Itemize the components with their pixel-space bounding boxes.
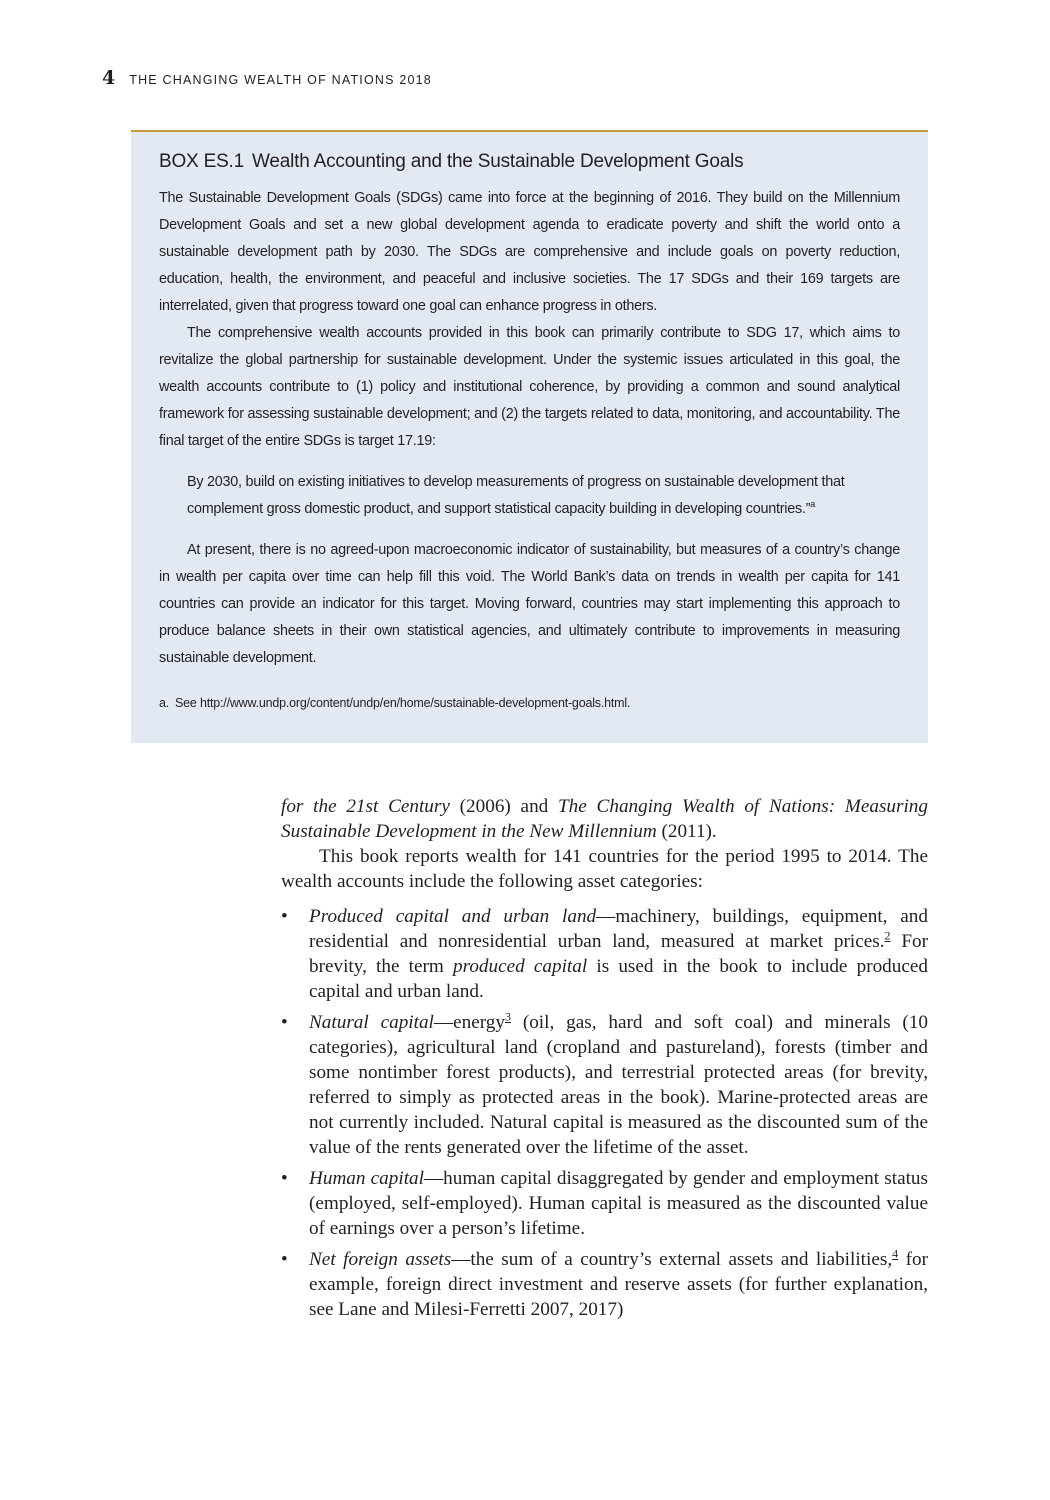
term: Net foreign assets	[309, 1249, 452, 1270]
note-see: See	[175, 696, 197, 710]
body-text: (2006) and	[449, 796, 559, 817]
book-title-1: for the 21st Century	[281, 796, 450, 817]
term: Natural capital	[309, 1012, 434, 1033]
main-text	[281, 794, 928, 1328]
bullet-icon: •	[281, 1249, 288, 1270]
running-title: THE CHANGING WEALTH OF NATIONS 2018	[129, 73, 432, 87]
footnote-link[interactable]: 3	[504, 1009, 511, 1024]
item-text: —energy	[433, 1012, 505, 1033]
note-marker: a.	[159, 696, 170, 710]
term: Human capital	[309, 1168, 424, 1189]
box-title	[159, 147, 900, 177]
quote-footnote-marker: a	[810, 499, 815, 510]
body-text: (2011).	[656, 821, 717, 842]
page-number: 4	[102, 67, 116, 89]
box-footnote	[159, 696, 900, 710]
body-paragraph-2: This book reports wealth for 141 countries for the period 1995 to 2014. The wealth accounts include the following asset categories:	[281, 846, 928, 892]
item-text: (oil, gas, hard and soft coal) and minerals (10 categories), agricultural land (cropland and pastureland), forests (timber and some nontimber forest products), and terrestrial protected areas (for brevity, referred to simply as protected areas in the book). Marine-protected areas are not currently included. Natural capital is measured as the discounted sum of the value of the rents generated over the lifetime of the asset.	[309, 1012, 929, 1158]
box-paragraph-2: The comprehensive wealth accounts provided in this book can primarily contribute to SDG 17, which aims to revitalize the global partnership for sustainable development. Under the systemic issues articulated in this goal, the wealth accounts contribute to (1) policy and institutional coherence, by providing a common and sound analytical framework for assessing sustainable development; and (2) the targets related to data, monitoring, and accountability. The final target of the entire SDGs is target 17.19:	[159, 325, 900, 449]
footnote-link[interactable]: 4	[892, 1246, 899, 1261]
box-paragraph-1: The Sustainable Development Goals (SDGs) came into force at the beginning of 2016. They build on the Millennium Development Goals and set a new global development agenda to eradicate poverty and shift the world onto a sustainable development path by 2030. The SDGs are comprehensive and include goals on poverty reduction, education, health, the environment, and peaceful and inclusive societies. The 17 SDGs and their 169 targets are interrelated, given that progress toward one goal can enhance progress in others.	[159, 190, 900, 314]
list-item	[281, 904, 928, 1004]
item-text: For brevity, the term	[309, 931, 928, 977]
item-text: —the sum of a country’s external assets and liabilities,	[451, 1249, 893, 1270]
body-paragraph-1	[281, 794, 928, 844]
note-url-link[interactable]: http://www.undp.org/content/undp/en/home/sustainable-development-goals.html.	[199, 696, 631, 710]
term: Produced capital and urban land	[309, 906, 597, 927]
bullet-icon: •	[281, 906, 288, 927]
quote-text: By 2030, build on existing initiatives to develop measurements of progress on sustainable development that complement gross domestic product, and support statistical capacity building in developing countries.”	[187, 474, 845, 517]
box-heading: Wealth Accounting and the Sustainable Development Goals	[252, 151, 744, 172]
list-item	[281, 1010, 928, 1160]
running-head	[102, 67, 432, 91]
list-item	[281, 1247, 928, 1322]
box-quote	[187, 469, 900, 523]
bullet-icon: •	[281, 1168, 288, 1189]
item-text: —human capital disaggregated by gender and employment status (employed, self-employed). Human capital is measured as the discounted value of earnings over a person’s lifetime.	[309, 1168, 928, 1239]
item-text: for example, foreign direct investment and reserve assets (for further explanation, see Lane and Milesi-Ferretti 2007, 2017)	[309, 1249, 928, 1320]
sidebar-box	[131, 130, 928, 743]
footnote-link[interactable]: 2	[884, 928, 891, 943]
bullet-icon: •	[281, 1012, 288, 1033]
book-title-2: The Changing Wealth of Nations: Measuring Sustainable Development in the New Millennium	[281, 796, 928, 842]
list-item	[281, 1166, 928, 1241]
box-paragraph-3: At present, there is no agreed-upon macroeconomic indicator of sustainability, but measures of a country’s change in wealth per capita over time can help fill this void. The World Bank’s data on trends in wealth per capita for 141 countries can provide an indicator for this target. Moving forward, countries may start implementing this approach to produce balance sheets in their own statistical agencies, and ultimately contribute to improvements in measuring sustainable development.	[159, 542, 900, 666]
item-text: is used in the book to include produced capital and urban land.	[309, 956, 928, 1002]
asset-category-list	[281, 904, 928, 1322]
term: produced capital	[452, 956, 588, 977]
box-label: BOX ES.1	[159, 151, 244, 172]
item-text: —machinery, buildings, equipment, and residential and nonresidential urban land, measured at market prices.	[309, 906, 928, 952]
